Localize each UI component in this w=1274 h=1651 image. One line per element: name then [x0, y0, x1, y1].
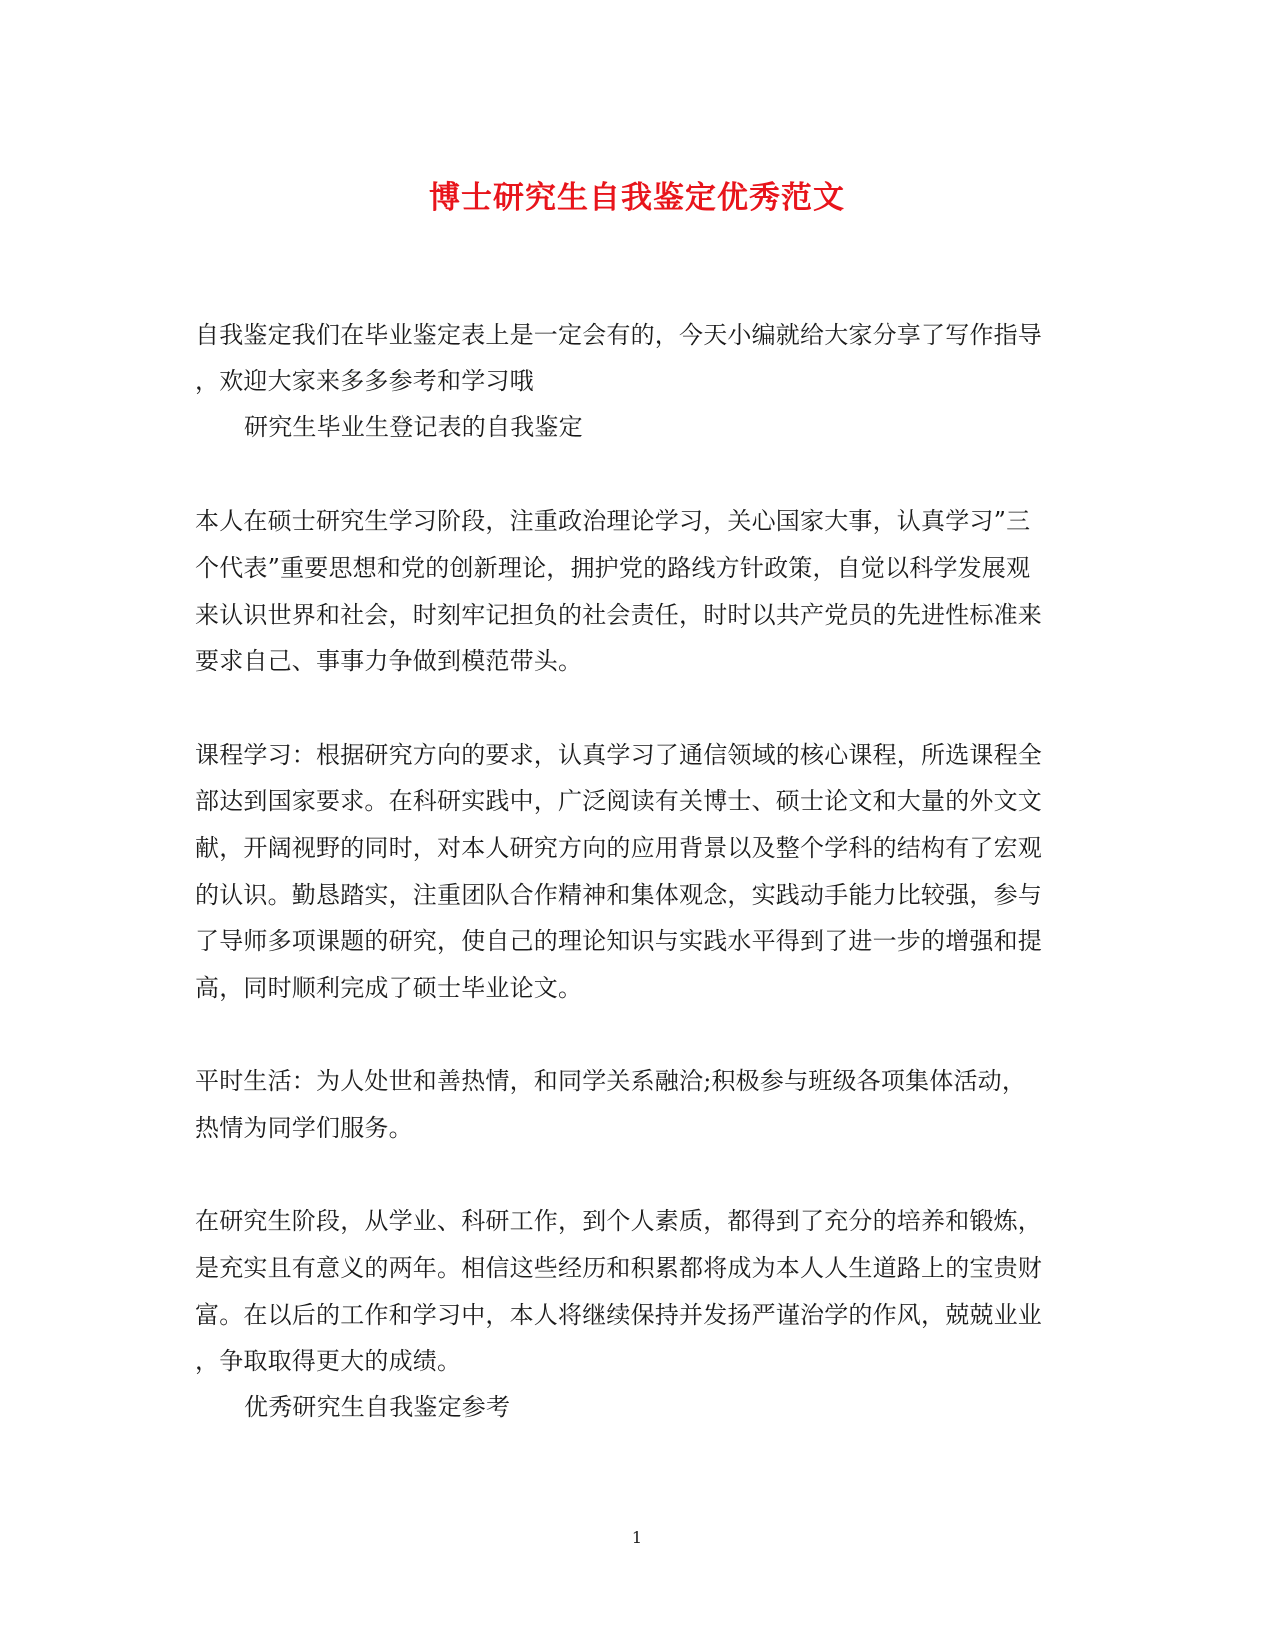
body-line: ，争取取得更大的成绩。	[195, 1347, 462, 1375]
body-line: 个代表”重要思想和党的创新理论，拥护党的路线方针政策，自觉以科学发展观	[195, 554, 1031, 582]
body-line: 高，同时顺利完成了硕士毕业论文。	[195, 974, 583, 1002]
body-line: 自我鉴定我们在毕业鉴定表上是一定会有的，今天小编就给大家分享了写作指导	[195, 321, 1042, 349]
body-line: 要求自己、事事力争做到模范带头。	[195, 647, 583, 675]
body-line: 平时生活：为人处世和善热情，和同学关系融洽;积极参与班级各项集体活动，	[195, 1067, 1027, 1095]
body-line: 了导师多项课题的研究，使自己的理论知识与实践水平得到了进一步的增强和提	[195, 927, 1042, 955]
body-line: 课程学习：根据研究方向的要求，认真学习了通信领域的核心课程，所选课程全	[195, 741, 1042, 769]
section-heading: 研究生毕业生登记表的自我鉴定	[244, 413, 583, 441]
body-line: 本人在硕士研究生学习阶段，注重政治理论学习，关心国家大事，认真学习”三	[195, 507, 1031, 535]
document-title: 博士研究生自我鉴定优秀范文	[429, 180, 845, 216]
section-heading: 优秀研究生自我鉴定参考	[244, 1393, 511, 1421]
body-line: 是充实且有意义的两年。相信这些经历和积累都将成为本人人生道路上的宝贵财	[195, 1254, 1042, 1282]
body-line: 来认识世界和社会，时刻牢记担负的社会责任，时时以共产党员的先进性标准来	[195, 601, 1042, 629]
body-line: 热情为同学们服务。	[195, 1114, 413, 1142]
body-line: 献，开阔视野的同时，对本人研究方向的应用背景以及整个学科的结构有了宏观	[195, 834, 1042, 862]
body-line: 在研究生阶段，从学业、科研工作，到个人素质，都得到了充分的培养和锻炼，	[195, 1207, 1042, 1235]
body-line: 富。在以后的工作和学习中，本人将继续保持并发扬严谨治学的作风，兢兢业业	[195, 1301, 1042, 1329]
page-number: 1	[631, 1528, 643, 1547]
body-line: ，欢迎大家来多多参考和学习哦	[195, 367, 534, 395]
body-line: 部达到国家要求。在科研实践中，广泛阅读有关博士、硕士论文和大量的外文文	[195, 787, 1042, 815]
body-line: 的认识。勤恳踏实，注重团队合作精神和集体观念，实践动手能力比较强，参与	[195, 881, 1042, 909]
